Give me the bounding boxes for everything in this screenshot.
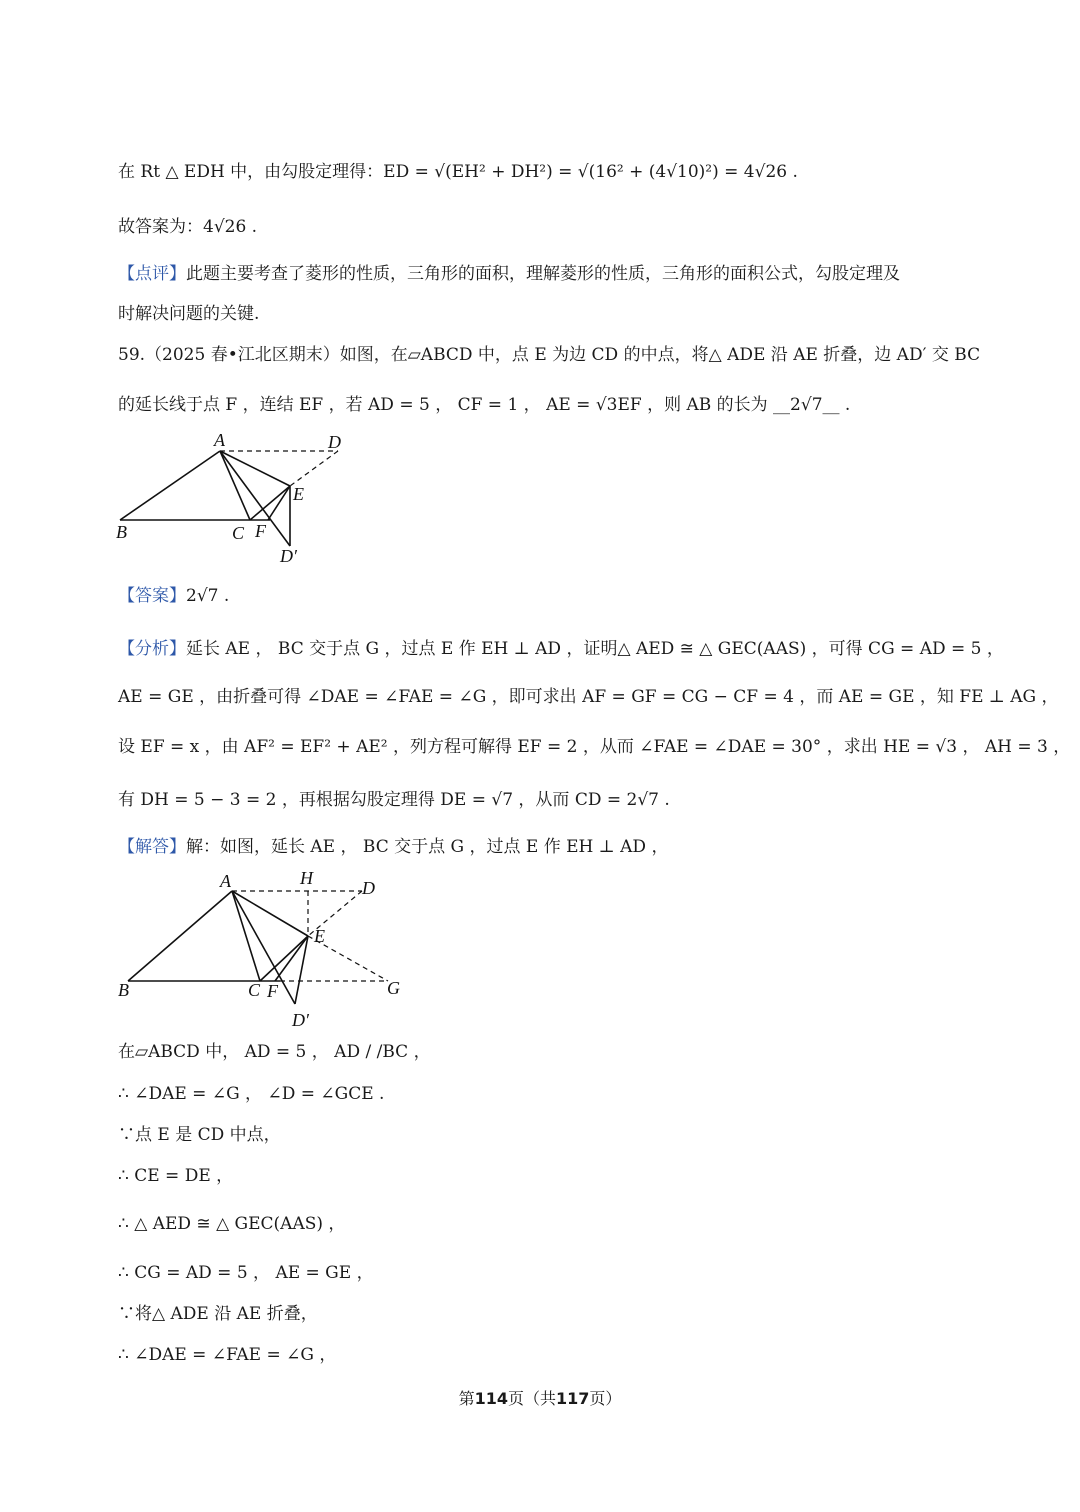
solution-text: 解：如图，延长 AE ， BC 交于点 G ，过点 E 作 EH ⊥ AD ， (186, 837, 669, 857)
fig1-seg-BA (120, 451, 220, 520)
analysis-line-3: 设 EF = x ，由 AF² = EF² + AE² ，列方程可解得 EF = 2 ，从而 ∠FAE = ∠DAE = 30° ，求出 HE = √3 ， AH = 3 ， (118, 737, 1071, 757)
fig2-label-C: C (248, 980, 261, 1000)
question-59-line-1: 59.（2025 春•江北区期末）如图，在▱ABCD 中，点 E 为边 CD 的中点，将△ ADE 沿 AE 折叠，边 AD′ 交 BC (118, 345, 981, 365)
fig1-seg-AE (220, 451, 290, 486)
fig1-label-D: D (328, 432, 341, 452)
analysis-line-2: AE = GE ，由折叠可得 ∠DAE = ∠FAE = ∠G ，即可求出 AF = GF = CG − CF = 4 ，而 AE = GE ，知 FE ⊥ AG ， (118, 687, 1059, 707)
fig2-label-H: H (300, 868, 313, 888)
line-3 (118, 262, 900, 286)
solution-line-6: ∴ △ AED ≅ △ GEC(AAS) ， (118, 1214, 346, 1234)
line-2: 故答案为：4√26 . (118, 217, 258, 237)
fig1-label-F: F (255, 521, 266, 541)
fig1-label-A: A (214, 430, 225, 450)
analysis-text: 延长 AE ， BC 交于点 G ，过点 E 作 EH ⊥ AD ，证明△ AED ≅ △ GEC(AAS) ，可得 CG = AD = 5 ， (186, 639, 1004, 659)
fig1-label-B: B (116, 522, 127, 542)
analysis-tag: 【分析】 (118, 639, 186, 659)
solution-line-2: 在▱ABCD 中， AD = 5 ， AD / /BC ， (118, 1042, 431, 1062)
solution-tag: 【解答】 (118, 837, 186, 857)
fig1-seg-FE (268, 486, 290, 520)
fig1-label-C: C (232, 523, 245, 543)
fig2-label-E: E (314, 926, 325, 946)
comment-tag: 【点评】 (118, 264, 186, 284)
answer-text: 2√7 . (186, 586, 230, 606)
figure-1 (110, 428, 360, 568)
solution-line-9: ∴ ∠DAE = ∠FAE = ∠G ， (118, 1345, 337, 1365)
solution-line-8: ∵将△ ADE 沿 AE 折叠， (118, 1304, 318, 1324)
analysis-line-4: 有 DH = 5 − 3 = 2 ，再根据勾股定理得 DE = √7 ，从而 CD = 2√7 . (118, 790, 670, 810)
fig2-seg-BA (128, 891, 232, 981)
solution-line-3: ∴ ∠DAE = ∠G ， ∠D = ∠GCE . (118, 1084, 385, 1104)
footer-prefix: 第 (458, 1389, 475, 1408)
solution-line-7: ∴ CG = AD = 5 ， AE = GE ， (118, 1263, 374, 1283)
answer-tag: 【答案】 (118, 586, 186, 606)
footer-mid: 页（共 (507, 1389, 556, 1408)
solution-line-5: ∴ CE = DE ， (118, 1166, 234, 1186)
footer-suffix: 页） (589, 1389, 622, 1408)
page-footer (0, 1386, 1080, 1409)
footer-total-pages: 117 (556, 1389, 590, 1408)
analysis-line-1 (118, 637, 1004, 661)
fig2-label-D: D (362, 878, 375, 898)
fig2-label-B: B (118, 980, 129, 1000)
fig2-label-F: F (267, 981, 278, 1001)
fig1-seg-DE (290, 451, 338, 486)
fig1-seg-CE (250, 486, 290, 520)
fig2-label-G: G (387, 978, 400, 998)
question-59-line-2: 的延长线于点 F ，连结 EF ，若 AD = 5 ， CF = 1 ， AE = √3EF ，则 AB 的长为 __2√7__ . (118, 395, 851, 415)
fig2-label-D-prime: D′ (292, 1010, 309, 1030)
figure-2 (110, 866, 410, 1036)
footer-page-number: 114 (474, 1389, 508, 1408)
fig2-label-A: A (220, 871, 231, 891)
answer-line (118, 584, 229, 608)
comment-text: 此题主要考查了菱形的性质，三角形的面积，理解菱形的性质，三角形的面积公式，勾股定理及 (186, 264, 900, 284)
line-1: 在 Rt △ EDH 中，由勾股定理得：ED = √(EH² + DH²) = √(16² + (4√10)²) = 4√26 . (118, 162, 798, 182)
line-4: 时解决问题的关键. (118, 304, 260, 324)
solution-line-4: ∵点 E 是 CD 中点， (118, 1125, 281, 1145)
fig1-label-E: E (293, 484, 304, 504)
fig2-seg-AD2 (232, 891, 295, 1004)
solution-line-1 (118, 835, 668, 859)
fig1-label-D-prime: D′ (280, 546, 297, 566)
